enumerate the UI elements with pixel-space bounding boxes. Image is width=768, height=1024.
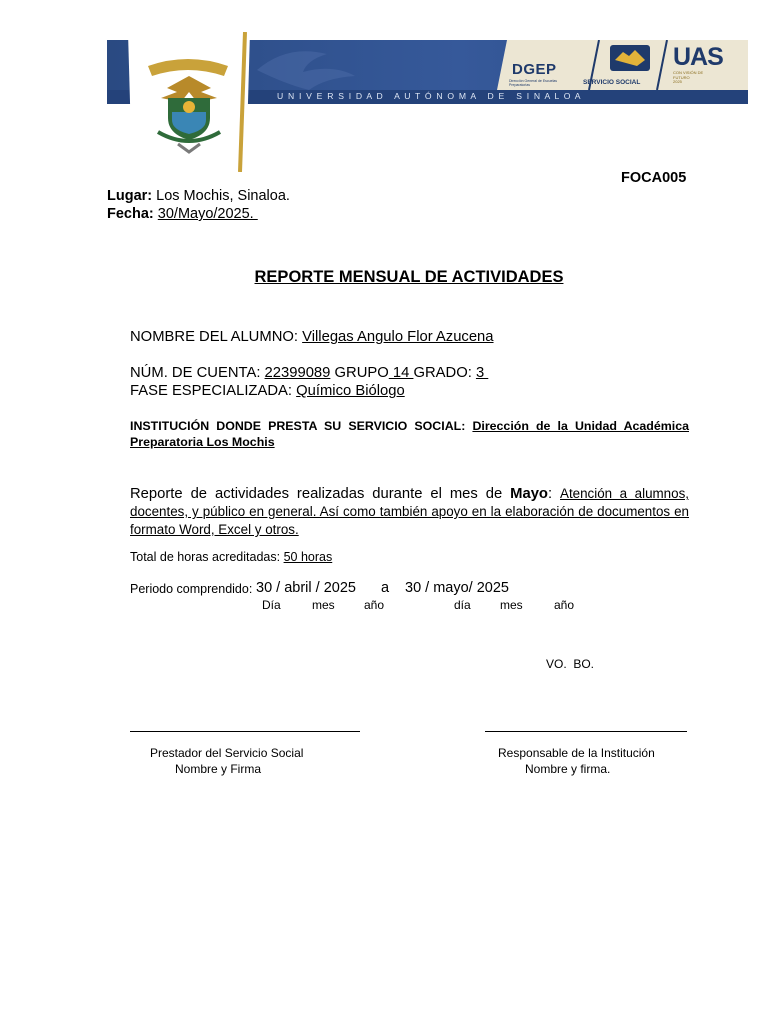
lugar-line — [107, 187, 290, 205]
periodo-label: Periodo comprendido: — [130, 582, 253, 596]
reporte-block — [130, 485, 689, 539]
form-code: FOCA005 — [621, 170, 687, 186]
uas-tagline: CON VISIÓN DE FUTURO 2025 — [673, 70, 704, 85]
servicio-social-icon — [610, 45, 650, 71]
page-title: REPORTE MENSUAL DE ACTIVIDADES — [254, 268, 564, 286]
grado-label: GRADO: — [413, 365, 476, 381]
servicio-social-label: SERVICIO SOCIAL — [583, 79, 641, 86]
firma-right-caption: Nombre y firma. — [525, 762, 611, 776]
signature-line-left — [130, 731, 360, 732]
firma-left-role: Prestador del Servicio Social — [150, 746, 304, 760]
reporte-actividades: Atención a alumnos, docentes, y público en general. Así como también apoyo en la elaboración de documentos en formato Word, Excel y otros. — [130, 486, 689, 537]
lugar-value: Los Mochis, Sinaloa. — [156, 188, 290, 204]
periodo-a: a — [381, 580, 390, 596]
periodo-mes-1: mes — [312, 598, 335, 612]
fase-value: Químico Biólogo — [296, 383, 405, 399]
vobo-label: VO. BO. — [546, 657, 595, 671]
fecha-value: 30/Mayo/2025. — [157, 206, 258, 222]
grupo-value: 14 — [388, 365, 414, 381]
periodo-dia-2: día — [454, 598, 471, 612]
periodo-mes-2: mes — [500, 598, 523, 612]
cuenta-label: NÚM. DE CUENTA: — [130, 365, 265, 381]
fecha-label: Fecha: — [107, 206, 154, 222]
signature-line-right — [485, 731, 687, 732]
institucion-label: INSTITUCIÓN DONDE PRESTA SU SERVICIO SOCIAL: — [130, 419, 473, 433]
fase-line — [130, 383, 405, 399]
reporte-intro: Reporte de actividades realizadas durante el mes de — [130, 486, 511, 502]
uas-logo-text: UAS — [673, 43, 723, 71]
periodo-inicio: 30 / abril / 2025 — [256, 580, 356, 596]
institucion-block — [130, 418, 689, 450]
dgep-subtitle: Dirección General de Escuelas Preparatorias — [509, 79, 558, 87]
dgep-logo-text: DGEP — [512, 61, 557, 78]
lugar-label: Lugar: — [107, 188, 153, 204]
horas-label: Total de horas acreditadas: — [130, 550, 284, 564]
nombre-value: Villegas Angulo Flor Azucena — [302, 329, 494, 345]
cuenta-line — [130, 365, 488, 381]
firma-left-caption: Nombre y Firma — [175, 762, 262, 776]
reporte-mes: Mayo — [510, 486, 548, 502]
institucion-value: Dirección de la Unidad Académica Preparatoria Los Mochis — [130, 419, 689, 449]
fase-label: FASE ESPECIALIZADA: — [130, 383, 297, 399]
school-crest — [128, 32, 250, 172]
cuenta-value: 22399089 — [264, 365, 331, 381]
horas-value: 50 horas — [283, 550, 333, 564]
grupo-label: GRUPO — [330, 365, 389, 381]
periodo-ano-2: año — [554, 598, 575, 612]
periodo-ano-1: año — [364, 598, 385, 612]
reporte-colon: : — [547, 486, 561, 502]
university-name: U N I V E R S I D A D A U T Ó N O M A D E S I N A L O A — [277, 91, 582, 101]
nombre-line — [130, 329, 494, 345]
horas-line — [130, 550, 332, 564]
periodo-dia-1: Día — [262, 598, 281, 612]
nombre-label: NOMBRE DEL ALUMNO: — [130, 329, 303, 345]
periodo-fin: 30 / mayo/ 2025 — [405, 580, 509, 596]
grado-value: 3 — [475, 365, 489, 381]
fecha-line — [107, 205, 258, 223]
firma-right-role: Responsable de la Institución — [498, 746, 655, 760]
